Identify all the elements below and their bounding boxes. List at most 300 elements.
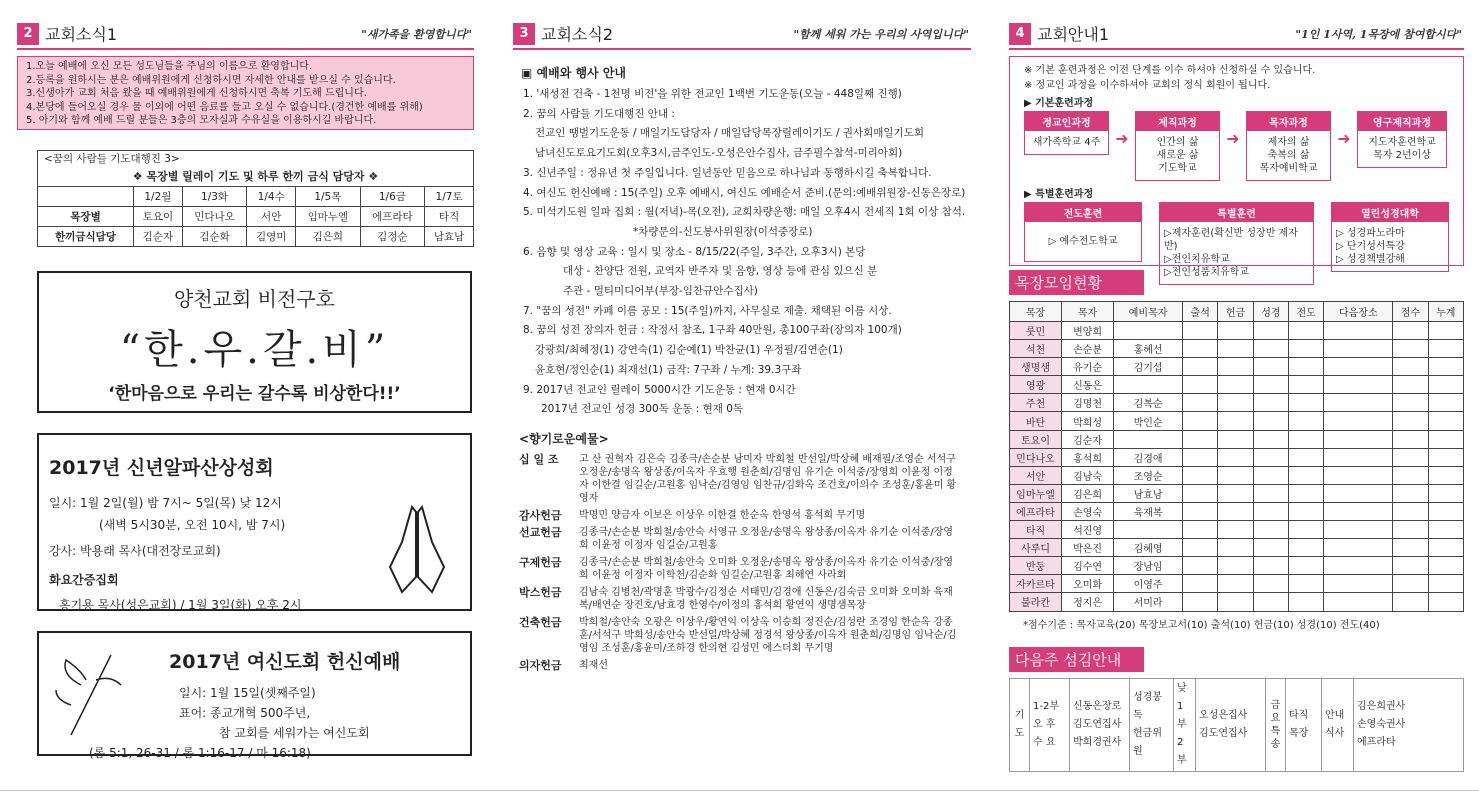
table-cell: [1428, 340, 1463, 358]
table-cell: [1218, 593, 1253, 611]
notice-box: [17, 56, 474, 130]
table-cell: [1393, 340, 1428, 358]
prayer-table-caption: <꿈의 사람들 기도대행진 3>: [38, 151, 474, 167]
page-2: [17, 0, 474, 760]
page-header: [513, 20, 971, 50]
table-cell: [1183, 322, 1218, 340]
table-cell: [1218, 412, 1253, 430]
news-item: 윤호현/정인순(1) 최재선(1) 금작: 7구좌 / 누계: 39.3구좌: [535, 363, 802, 376]
event-line: 일시: 1월 2일(월) 밤 7시~ 5일(목) 낮 12시: [49, 495, 282, 510]
table-row: [1010, 593, 1464, 611]
table-cell: [1253, 502, 1288, 520]
table-cell: [1324, 322, 1393, 340]
table-cell: [1324, 539, 1393, 557]
table-cell: [1393, 466, 1428, 484]
table-cell: 남효남: [425, 226, 474, 246]
course-node: [1331, 202, 1449, 272]
table-cell: [1289, 358, 1324, 376]
section-bar: 다음주 섬김안내: [1009, 647, 1144, 672]
table-cell: [1030, 678, 1070, 771]
table-cell: [1289, 430, 1324, 448]
table-cell: 석진영: [1062, 521, 1114, 539]
table-cell: [1253, 593, 1288, 611]
table-cell: 에프라타: [360, 206, 425, 226]
table-header: 예비목자: [1114, 302, 1183, 322]
table-header: 1/2월: [134, 186, 183, 206]
table-cell: 반둥: [1010, 557, 1062, 575]
table-cell: [1324, 430, 1393, 448]
offering-names: 김종극/손순분 박희철/송안숙 오미화 오정운/송명옥 왕상종/이옥자 유기순 이석중/장영희 이윤정 이정자 이학천/김순화 임길순/고원홍 최해연 사라회: [579, 556, 954, 581]
table-cell: 박인순: [1114, 412, 1183, 430]
table-cell: [1322, 678, 1354, 771]
table-cell: [1393, 593, 1428, 611]
page-slogan: "새가족을 환영합니다": [361, 28, 472, 41]
news-item: 5. 미석기도원 일파 집회 : 월(저녁)-목(오전), 교회차량운행: 매일 오후4시 전세직 1회 이상 참석.: [523, 206, 966, 219]
page-number: 2: [17, 23, 39, 45]
arrow-right-icon: ➜: [1115, 129, 1129, 148]
table-row: [1010, 358, 1464, 376]
special-label: ▶ 특별훈련과정: [1024, 189, 1094, 200]
table-cell: 룻민: [1010, 322, 1062, 340]
table-cell: [1253, 394, 1288, 412]
table-header: 점수: [1393, 302, 1428, 322]
table-cell: [1289, 376, 1324, 394]
table-cell: 신동은: [1062, 376, 1114, 394]
table-row: [1010, 376, 1464, 394]
table-cell: [1393, 358, 1428, 376]
table-cell: [1218, 575, 1253, 593]
cell-line: 안내: [1325, 709, 1345, 721]
arrow-right-icon: ➜: [1226, 129, 1240, 148]
table-row: [1010, 322, 1464, 340]
course-desc: ▷ 예수전도학교: [1048, 236, 1118, 247]
table-cell: 손순분: [1062, 340, 1114, 358]
table-cell: [1253, 521, 1288, 539]
table-cell: [1428, 412, 1463, 430]
table-cell: 타직: [425, 206, 474, 226]
course-desc: 새가족학교 4주: [1032, 137, 1101, 148]
news-item: 전교인 땡벌기도운동 / 매일기도담당자 / 매일담당목장릴레이기도 / 권사회매일기도회: [535, 127, 924, 140]
offering-type: 감사헌금: [519, 508, 562, 522]
table-cell: 김정순: [360, 226, 425, 246]
table-cell: [1289, 539, 1324, 557]
table-header: 1/4수: [247, 186, 296, 206]
table-cell: [1324, 448, 1393, 466]
table-cell: 장남임: [1114, 557, 1183, 575]
bottom-rule: [0, 790, 1479, 791]
table-cell: [1253, 539, 1288, 557]
offering-names: 고 산 권혁자 김은숙 김종극/손순분 남미자 박희철 반선일/박상혜 배재필/조영순 서석구 오정운/송명옥 왕상종/이옥자 우효행 원춘희/김명임 유기순 이석중/장영희 이윤정 이정자 이한결 임길순/고원홍 임낙순/김영임 임찬규/김화옥 조건호/이의수 조성훈/홍윤미 황영자: [579, 453, 957, 504]
page-4: [1009, 0, 1464, 772]
table-cell: [1393, 502, 1428, 520]
cell-line: 오 후: [1033, 718, 1056, 730]
event-box-women: [37, 631, 472, 760]
table-cell: [1114, 322, 1183, 340]
cell-line: 에프라타: [1357, 736, 1396, 748]
news-item: 3. 신년주일 : 정유년 첫 주일입니다. 일년동안 믿음으로 하나님과 동행하시길 축복합니다.: [523, 166, 932, 179]
offering-title: <향기로운예물>: [519, 431, 609, 446]
table-cell: [1393, 394, 1428, 412]
table-cell: [1218, 322, 1253, 340]
table-cell: [1428, 358, 1463, 376]
page-header: [1009, 20, 1464, 50]
table-cell: [1289, 412, 1324, 430]
table-cell: 이영주: [1114, 575, 1183, 593]
course-title: 전도훈련: [1025, 203, 1141, 222]
table-cell: [1324, 557, 1393, 575]
mokjang-table: [1009, 301, 1464, 612]
cell-line: 박희경권사: [1073, 736, 1122, 748]
course-title: 제직과정: [1136, 112, 1219, 131]
event-title: 2017년 신년알파산상성회: [49, 456, 274, 479]
course-node: [1159, 202, 1314, 285]
table-header: 성경: [1253, 302, 1288, 322]
cell-line: 1부: [1177, 700, 1187, 730]
course-title: 정교인과정: [1025, 112, 1108, 131]
table-cell: [1218, 394, 1253, 412]
offering-table: [519, 451, 959, 674]
table-cell: 홍혜선: [1114, 340, 1183, 358]
table-header: 출석: [1183, 302, 1218, 322]
table-cell: 김은희: [296, 226, 361, 246]
table-cell: 김순자: [134, 226, 183, 246]
table-cell: [1253, 340, 1288, 358]
table-cell: [1393, 575, 1428, 593]
page-title: 교회소식2: [541, 25, 614, 44]
table-cell: 김경애: [1114, 448, 1183, 466]
table-row: [1010, 575, 1464, 593]
table-cell: 민다나오: [182, 206, 247, 226]
table-cell: [1183, 394, 1218, 412]
basic-flow: [1024, 111, 1449, 181]
table-cell: [1114, 430, 1183, 448]
cell-line: 김은희권사: [1357, 700, 1406, 712]
event-title: 2017년 여신도회 헌신예배: [169, 650, 401, 673]
table-header: 전도: [1289, 302, 1324, 322]
table-cell: 사루디: [1010, 539, 1062, 557]
table-cell: 타직: [1010, 521, 1062, 539]
table-cell: 손영숙: [1062, 502, 1114, 520]
table-cell: [1218, 376, 1253, 394]
row-label: 목장별: [38, 206, 134, 226]
row-label: 한끼금식담당: [38, 226, 134, 246]
table-cell: 김수연: [1062, 557, 1114, 575]
table-cell: [1289, 340, 1324, 358]
table-cell: 서미라: [1114, 593, 1183, 611]
table-header: 누계: [1428, 302, 1463, 322]
vision-slogan: “한.우.갈.비”: [119, 326, 390, 373]
table-cell: [1354, 678, 1464, 771]
course-title: 목자과정: [1247, 112, 1330, 131]
table-cell: 유기순: [1062, 358, 1114, 376]
table-cell: [1324, 575, 1393, 593]
table-cell: [1289, 521, 1324, 539]
vision-title: 양천교회 비전구호: [174, 286, 335, 311]
page-slogan: "1인 1사역, 1목장에 참여합시다": [1295, 28, 1462, 41]
offering-type: 선교헌금: [519, 525, 562, 539]
news-item: 7. "꿈의 성전" 카페 이름 공모 : 15(주일)까지, 사무실로 제출. 채택된 이름 시상.: [523, 304, 892, 317]
cell-line: 손영숙권사: [1357, 718, 1406, 730]
table-cell: 김명천: [1062, 394, 1114, 412]
offering-names: 김남숙 김병천/곽명훈 박광수/김정순 서태민/김경애 신동은/김숙금 오미화 오미화 육재복/배연순 장진호/남효경 한영수/이정의 홍석희 황연익 생명샘목장: [579, 586, 953, 611]
table-row: [1010, 557, 1464, 575]
table-cell: [1070, 678, 1130, 771]
cell-line: 목장: [1289, 727, 1309, 739]
guide-line: ※ 정교인 과정을 이수하셔야 교회의 정식 회원이 됩니다.: [1024, 80, 1271, 91]
table-cell: [1218, 539, 1253, 557]
news-item: 1. '새성전 건축 - 1천명 비전'을 위한 전교인 1백번 기도운동(오늘 - 448일째 진행): [523, 88, 902, 100]
table-cell: [1253, 376, 1288, 394]
table-cell: 바탄: [1010, 412, 1062, 430]
table-cell: [1253, 557, 1288, 575]
cell-line: 김도연집사: [1199, 727, 1248, 739]
table-cell: 자카르타: [1010, 575, 1062, 593]
table-header: 목장: [1010, 302, 1062, 322]
training-box: [1009, 56, 1464, 278]
table-cell: [1253, 448, 1288, 466]
table-cell: 석천: [1010, 340, 1062, 358]
table-row: [1010, 412, 1464, 430]
table-cell: 에프라타: [1010, 502, 1062, 520]
table-cell: [1183, 502, 1218, 520]
course-desc: 지도자훈련학교 목자 2년이상: [1368, 137, 1436, 161]
lily-icon: [51, 645, 131, 748]
course-desc: 제자의 삶 축복의 삶 목자예비학교: [1259, 137, 1318, 174]
table-cell: [1183, 539, 1218, 557]
table-cell: [1218, 340, 1253, 358]
table-cell: 서안: [247, 206, 296, 226]
news-item: 9. 2017년 전교인 릴레이 5000시간 기도운동 : 현재 0시간: [523, 383, 796, 396]
table-cell: [1196, 678, 1266, 771]
table-cell: [1393, 376, 1428, 394]
table-cell: [1253, 358, 1288, 376]
table-cell: 박은진: [1062, 539, 1114, 557]
cell-line: 성경봉독: [1133, 691, 1162, 721]
table-cell: [1393, 521, 1428, 539]
course-title: 특별훈련: [1160, 203, 1313, 222]
page-3: [513, 0, 971, 674]
cell-line: 식사: [1325, 727, 1345, 739]
table-cell: [1183, 575, 1218, 593]
table-cell: 김복순: [1114, 394, 1183, 412]
vision-motto: ‘한마음으로 우리는 갈수록 비상한다!!’: [108, 383, 401, 404]
table-cell: [1428, 502, 1463, 520]
table-cell: [1183, 358, 1218, 376]
table-cell: [1289, 322, 1324, 340]
table-cell: 민다나오: [1010, 448, 1062, 466]
score-note: *점수기준 : 목자교육(20) 목장보고서(10) 출석(10) 헌금(10) 성경(10) 전도(40): [1023, 619, 1380, 631]
table-cell: 오미화: [1062, 575, 1114, 593]
cell-line: 헌금위원: [1133, 727, 1162, 757]
table-cell: [1428, 394, 1463, 412]
event-line: 참 교회를 세워가는 여신도회: [219, 725, 370, 740]
table-cell: 박희성: [1062, 412, 1114, 430]
table-header: 목자: [1062, 302, 1114, 322]
news-item: 강광희/최혜정(1) 강연숙(1) 김순예(1) 박찬균(1) 우정필/김연순(1): [535, 344, 843, 357]
offering-type: 십 일 조: [519, 452, 559, 466]
cell-line: 수 요: [1033, 736, 1056, 748]
offering-names: 김종극/손순분 박희철/송안숙 서영규 오정운/송명옥 왕상종/이옥자 유기순 이석중/장영희 이윤정 이정자 임길순/고원홍: [579, 526, 954, 551]
cell-line: 2부: [1177, 736, 1187, 766]
section-bar: 목장모임현황: [1009, 270, 1144, 295]
arrow-right-icon: ➜: [1337, 129, 1351, 148]
table-cell: 임마누엘: [1010, 484, 1062, 502]
table-row: [1010, 340, 1464, 358]
event-line: 강사: 박용래 목사(대전장로교회): [49, 543, 221, 558]
table-cell: [1289, 448, 1324, 466]
table-cell: [1428, 575, 1463, 593]
table-cell: [1289, 502, 1324, 520]
table-cell: 김기섭: [1114, 358, 1183, 376]
guide-line: ※ 기본 훈련과정은 이전 단계를 이수 하셔야 신청하실 수 있습니다.: [1024, 65, 1316, 76]
table-row: [1010, 430, 1464, 448]
table-cell: [38, 186, 134, 206]
table-cell: [1218, 502, 1253, 520]
table-cell: [1393, 448, 1428, 466]
table-cell: [1183, 466, 1218, 484]
table-cell: [1289, 466, 1324, 484]
cell-line: 신동은장로: [1073, 700, 1122, 712]
cell-line: 김도연집사: [1073, 718, 1122, 730]
table-cell: [1393, 412, 1428, 430]
table-cell: [1428, 484, 1463, 502]
table-cell: 육재복: [1114, 502, 1183, 520]
table-cell: [1324, 376, 1393, 394]
table-cell: 불라칸: [1010, 593, 1062, 611]
news-item: 8. 꿈의 성전 장의자 헌금 : 작정서 참조, 1구좌 40만원, 총100구좌(장의자 100개): [523, 324, 902, 337]
table-header: 1/3화: [182, 186, 247, 206]
table-cell: [1428, 466, 1463, 484]
table-row: [1010, 394, 1464, 412]
event-line: (롬 5:1, 26-31 / 롬 1:16-17 / 마 16:18): [89, 745, 311, 760]
table-header: 1/6금: [360, 186, 425, 206]
table-cell: [1393, 539, 1428, 557]
course-desc: ▷ 성경파노라마 ▷ 단기성서특강 ▷ 성경책별강해: [1336, 228, 1405, 265]
page-slogan: "함께 세워 가는 우리의 사역입니다": [793, 28, 969, 41]
table-cell: [1218, 466, 1253, 484]
table-cell: 생명샘: [1010, 358, 1062, 376]
table-cell: 남효남: [1114, 484, 1183, 502]
table-cell: [1324, 466, 1393, 484]
notice-line: 3.신생아가 교회 처음 왔을 때 예배위원에게 신청하시면 축복 기도해 드립니다.: [26, 88, 367, 99]
notice-line: 5. 아기와 함께 예배 드릴 분들은 3층의 모자실과 수유실을 이용하시길 바랍니다.: [26, 115, 377, 126]
page-header: [17, 20, 474, 50]
table-cell: [1218, 557, 1253, 575]
vision-box: [37, 271, 472, 413]
table-cell: [1183, 484, 1218, 502]
news-item: 주관 - 멀티미디어부(부장-임찬규안수집사): [563, 285, 758, 298]
news-item: 2017년 전교인 성경 300독 운동 : 현재 0독: [541, 403, 744, 416]
table-cell: [1183, 521, 1218, 539]
table-cell: 영광: [1010, 376, 1062, 394]
table-cell: [1218, 448, 1253, 466]
cell-line: 오성은집사: [1199, 709, 1248, 721]
course-node: [1246, 111, 1331, 181]
table-header-row: [1010, 302, 1464, 322]
table-cell: [1324, 502, 1393, 520]
table-cell: [1289, 593, 1324, 611]
event-line: 홍기용 목사(성은교회) / 1월 3일(화) 오후 2시: [59, 597, 302, 612]
table-cell: [1253, 412, 1288, 430]
event-line: 화요간증집회: [49, 572, 119, 587]
table-cell: 정지은: [1062, 593, 1114, 611]
table-cell: [1289, 484, 1324, 502]
table-cell: [1289, 394, 1324, 412]
table-cell: 변양희: [1062, 322, 1114, 340]
table-row: [1010, 521, 1464, 539]
news-item: 남녀신도토요기도회(오후3시,금주인도-오성은안수집사, 금주필수참석-미리아회): [535, 147, 903, 160]
cell-line: 1-2부: [1033, 700, 1059, 712]
course-desc: ▷제자훈련(확신반 성장반 제자반) ▷전인치유학교 ▷전인성품치유학교: [1164, 228, 1298, 278]
table-cell: [1428, 448, 1463, 466]
notice-line: 2.등록을 원하시는 분은 예배위원에게 신청하시면 자세한 안내를 받으실 수 있습니다.: [26, 74, 396, 86]
table-cell: [1289, 557, 1324, 575]
table-header: 헌금: [1218, 302, 1253, 322]
table-cell: 김혜영: [1114, 539, 1183, 557]
table-cell: [1253, 322, 1288, 340]
table-cell: 기도: [1010, 678, 1030, 771]
table-cell: [1183, 557, 1218, 575]
course-desc: 인간의 삶 새로운 삶 기도학교: [1156, 137, 1199, 174]
page-title: 교회안내1: [1037, 25, 1110, 44]
offering-type: 의자헌금: [519, 658, 562, 672]
table-cell: [1183, 593, 1218, 611]
table-cell: [1393, 322, 1428, 340]
table-cell: [1324, 412, 1393, 430]
table-header: 다음장소: [1324, 302, 1393, 322]
table-cell: [1428, 593, 1463, 611]
notice-line: 1.오늘 예배에 오신 모든 성도님들을 주님의 이름으로 환영합니다.: [26, 61, 313, 72]
table-cell: [1324, 484, 1393, 502]
table-cell: [1218, 484, 1253, 502]
cell-line: 타직: [1289, 709, 1309, 721]
table-cell: 김은희: [1062, 484, 1114, 502]
table-cell: [1324, 358, 1393, 376]
section-title: ▣ 예배와 행사 안내: [521, 66, 627, 80]
table-cell: [1428, 376, 1463, 394]
praying-hands-icon: [382, 497, 452, 600]
table-cell: 홍석희: [1062, 448, 1114, 466]
news-item: 4. 여신도 헌신예배 : 15(주일) 오후 예배시, 여신도 예배순서 준비.(문의:예배위원장-신동은장로): [523, 186, 966, 199]
table-row: [1010, 466, 1464, 484]
news-item: *차량문의-신도봉사위원장(이석중장로): [633, 225, 813, 238]
table-cell: 토요이: [134, 206, 183, 226]
table-cell: [1393, 484, 1428, 502]
course-node: [1024, 202, 1142, 262]
table-cell: [1114, 521, 1183, 539]
course-node: [1357, 111, 1447, 168]
table-cell: [1324, 593, 1393, 611]
offering-type: 박스헌금: [519, 585, 562, 599]
prayer-table-subtitle: ❖ 목장별 릴레이 기도 및 하루 한끼 금식 담당자 ❖: [38, 166, 474, 186]
event-box-alpha: [37, 433, 472, 611]
news-item: 대상 - 찬양단 전원, 교역자 반주자 및 음향, 영상 등에 관심 있으신 분: [563, 265, 878, 278]
table-cell: [1183, 340, 1218, 358]
cell-line: 낮: [1177, 682, 1187, 694]
table-cell: 임마누엘: [296, 206, 361, 226]
table-cell: [1253, 466, 1288, 484]
table-cell: [1253, 484, 1288, 502]
table-cell: [1183, 376, 1218, 394]
table-cell: [1218, 430, 1253, 448]
course-node: [1135, 111, 1220, 181]
table-cell: 김순화: [182, 226, 247, 246]
page-title: 교회소식1: [45, 25, 118, 44]
table-cell: [1324, 394, 1393, 412]
table-cell: [1393, 557, 1428, 575]
table-cell: [1289, 575, 1324, 593]
table-cell: 조영순: [1114, 466, 1183, 484]
